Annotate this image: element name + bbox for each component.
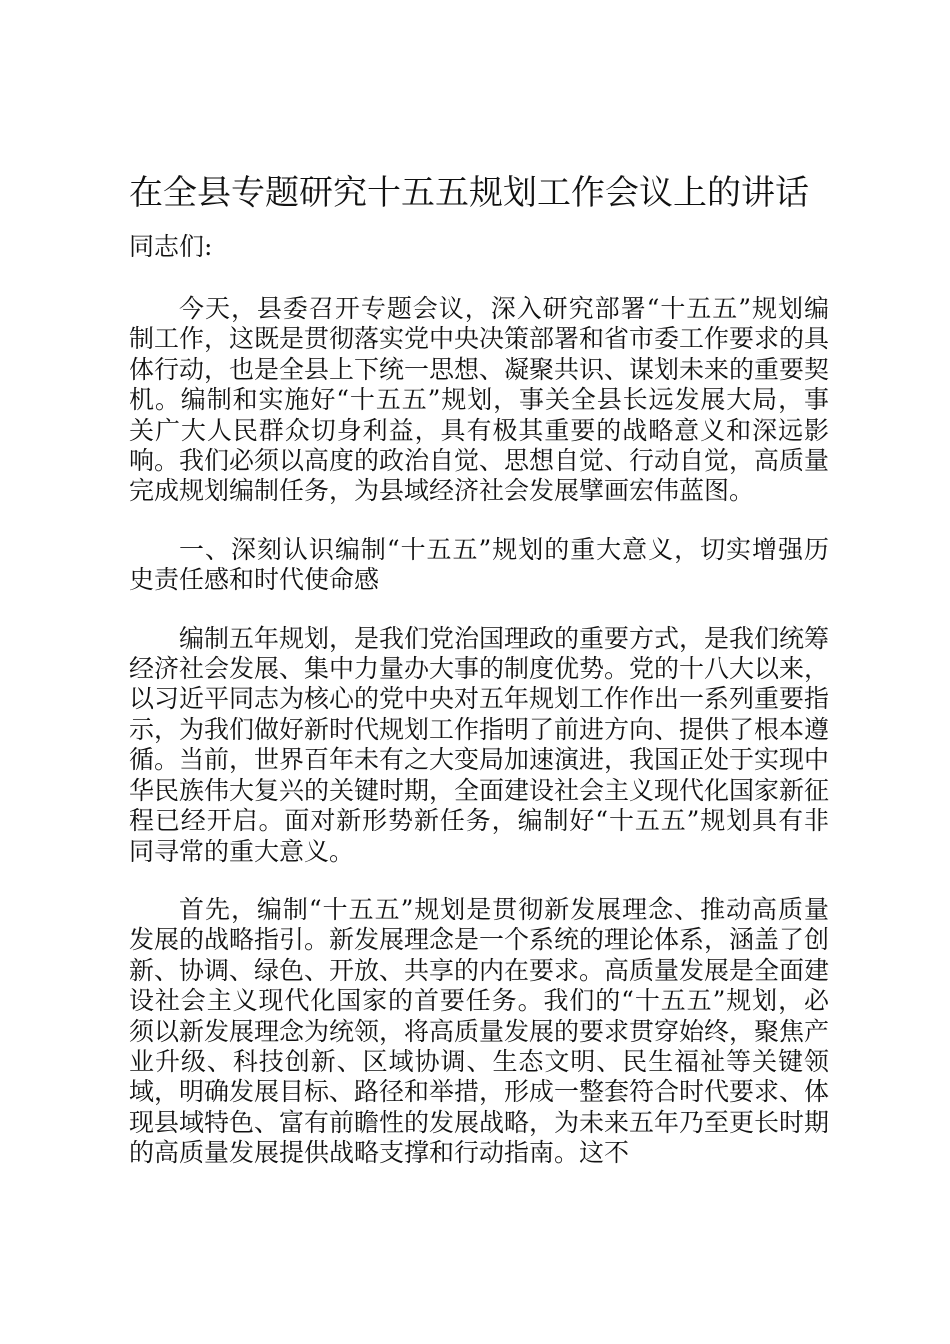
paragraph-intro: 今天，县委召开专题会议，深入研究部署“十五五”规划编制工作，这既是贯彻落实党中央决策部署和省市委工作要求的具体行动，也是全县上下统一思想、凝聚共识、谋划未来的重要契机。编制和实施好“十五五”规划，事关全县长远发展大局，事关广大人民群众切身利益，具有极其重要的战略意义和深远影响。我们必须以高度的政治自觉、思想自觉、行动自觉，高质量完成规划编制任务，为县域经济社会发展擘画宏伟蓝图。 xyxy=(129,294,830,506)
paragraph-first-point: 首先，编制“十五五”规划是贯彻新发展理念、推动高质量发展的战略指引。新发展理念是一个系统的理论体系，涵盖了创新、协调、绿色、开放、共享的内在要求。高质量发展是全面建设社会主义现代化国家的首要任务。我们的“十五五”规划，必须以新发展理念为统领，将高质量发展的要求贯穿始终，聚焦产业升级、科技创新、区域协调、生态文明、民生福祉等关键领域，明确发展目标、路径和举措，形成一整套符合时代要求、体现县域特色、富有前瞻性的发展战略，为未来五年乃至更长时期的高质量发展提供战略支撑和行动指南。这不 xyxy=(129,894,830,1168)
paragraph-significance: 编制五年规划，是我们党治国理政的重要方式，是我们统筹经济社会发展、集中力量办大事的制度优势。党的十八大以来，以习近平同志为核心的党中央对五年规划工作作出一系列重要指示，为我们做好新时代规划工作指明了前进方向、提供了根本遵循。当前，世界百年未有之大变局加速演进，我国正处于实现中华民族伟大复兴的关键时期，全面建设社会主义现代化国家新征程已经开启。面对新形势新任务，编制好“十五五”规划具有非同寻常的重大意义。 xyxy=(129,623,830,866)
document-title: 在全县专题研究十五五规划工作会议上的讲话 xyxy=(129,173,809,213)
document-page xyxy=(129,170,829,1169)
salutation: 同志们: xyxy=(129,232,213,261)
section-heading-1: 一、深刻认识编制“十五五”规划的重大意义，切实增强历史责任感和时代使命感 xyxy=(129,534,829,595)
